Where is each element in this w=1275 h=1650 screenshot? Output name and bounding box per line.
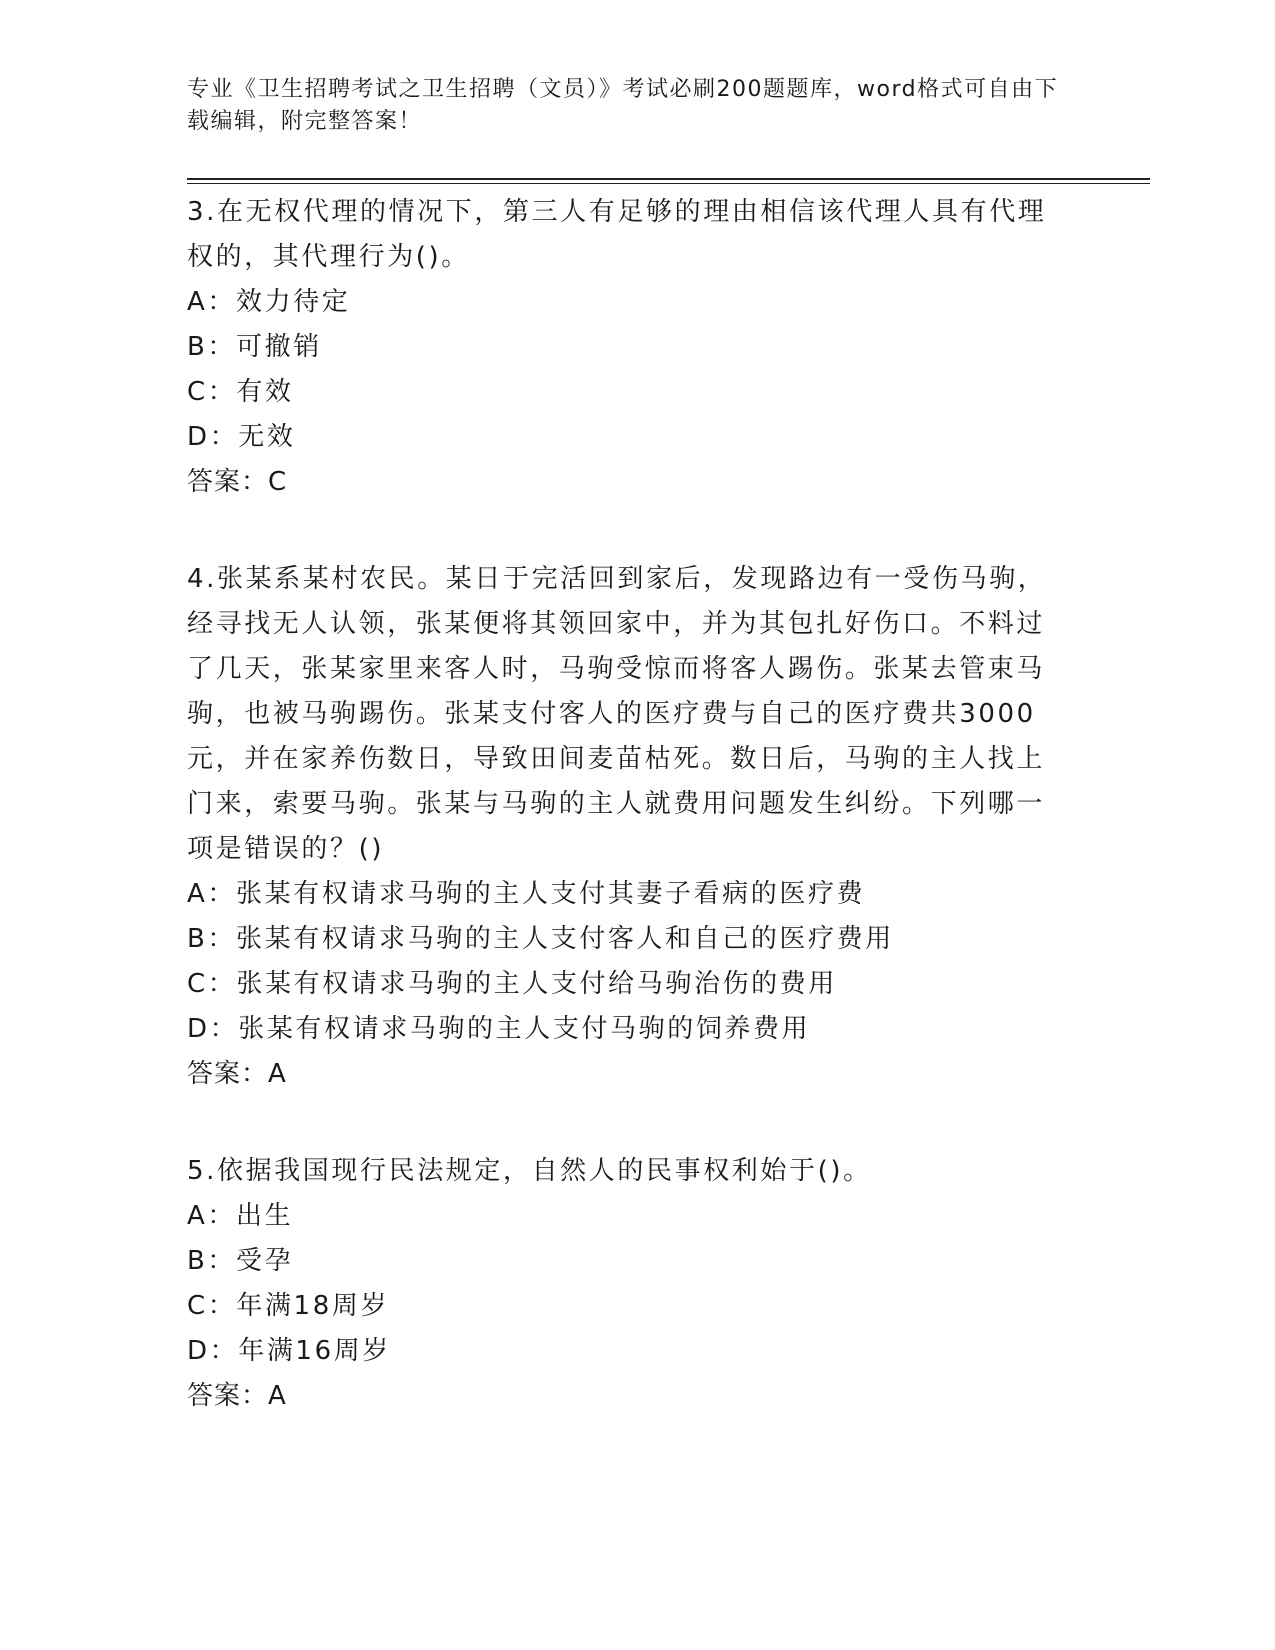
header-rule-thick xyxy=(187,178,1150,180)
option-b: B：可撤销 xyxy=(187,332,322,362)
document-header: 专业《卫生招聘考试之卫生招聘（文员）》考试必刷200题题库，word格式可自由下载编辑，附完整答案！ xyxy=(187,77,1059,134)
option-c: C：年满18周岁 xyxy=(187,1291,390,1321)
question-5 xyxy=(187,1149,1067,1419)
header-rule-thin xyxy=(187,183,1150,184)
question-4 xyxy=(187,557,1067,1097)
option-a: A：效力待定 xyxy=(187,287,351,317)
option-b: B：张某有权请求马驹的主人支付客人和自己的医疗费用 xyxy=(187,924,894,954)
option-b: B：受孕 xyxy=(187,1246,294,1276)
answer-line: 答案：C xyxy=(187,467,288,497)
option-a: A：出生 xyxy=(187,1201,294,1231)
question-stem: 3.在无权代理的情况下，第三人有足够的理由相信该代理人具有代理权的，其代理行为()。 xyxy=(187,197,1047,272)
option-d: D：年满16周岁 xyxy=(187,1336,391,1366)
answer-line: 答案：A xyxy=(187,1381,287,1411)
option-d: D：无效 xyxy=(187,422,296,452)
option-d: D：张某有权请求马驹的主人支付马驹的饲养费用 xyxy=(187,1014,811,1044)
answer-line: 答案：A xyxy=(187,1059,287,1089)
question-3 xyxy=(187,190,1067,505)
option-a: A：张某有权请求马驹的主人支付其妻子看病的医疗费 xyxy=(187,879,866,909)
question-list xyxy=(187,190,1067,1471)
option-c: C：张某有权请求马驹的主人支付给马驹治伤的费用 xyxy=(187,969,837,999)
option-c: C：有效 xyxy=(187,377,294,407)
question-stem: 4.张某系某村农民。某日于完活回到家后，发现路边有一受伤马驹，经寻找无人认领，张某便将其领回家中，并为其包扎好伤口。不料过了几天，张某家里来客人时，马驹受惊而将客人踢伤。张某去管束马驹，也被马驹踢伤。张某支付客人的医疗费与自己的医疗费共3000元，并在家养伤数日，导致田间麦苗枯死。数日后，马驹的主人找上门来，索要马驹。张某与马驹的主人就费用问题发生纠纷。下列哪一项是错误的？() xyxy=(187,564,1047,864)
question-stem: 5.依据我国现行民法规定，自然人的民事权利始于()。 xyxy=(187,1156,872,1186)
